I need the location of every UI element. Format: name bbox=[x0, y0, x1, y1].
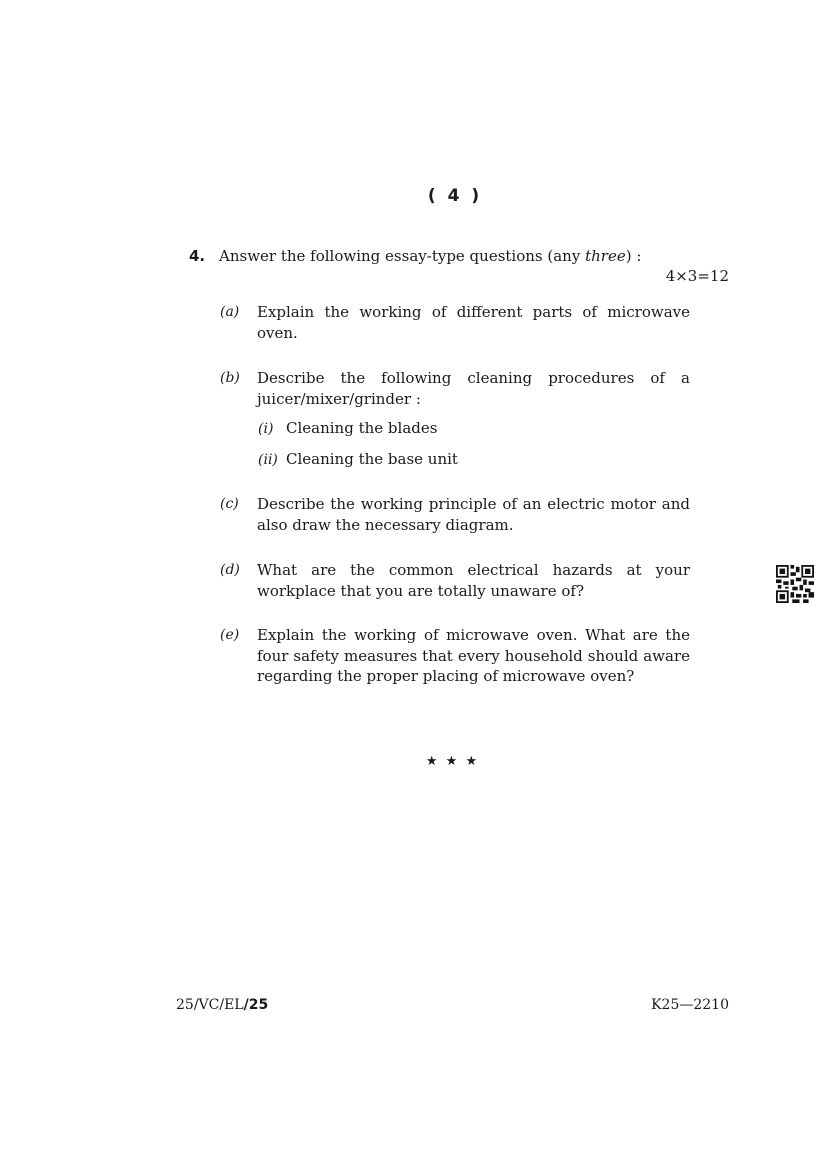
part-label: (e) bbox=[220, 627, 240, 643]
subpart-text: Cleaning the blades bbox=[286, 419, 438, 437]
end-marker: ★ ★ ★ bbox=[425, 754, 480, 769]
question-part-b bbox=[220, 368, 690, 409]
part-text: What are the common electrical hazards at your workplace that you are totally unaware of? bbox=[257, 561, 690, 600]
part-label: (c) bbox=[220, 496, 239, 512]
subpart-text: Cleaning the base unit bbox=[286, 450, 458, 468]
part-label: (b) bbox=[220, 370, 240, 386]
page-number: ( 4 ) bbox=[427, 186, 483, 206]
part-text: Describe the following cleaning procedures of a juicer/mixer/grinder : bbox=[257, 369, 690, 408]
subpart-i bbox=[258, 419, 437, 437]
question-part-c bbox=[220, 494, 690, 535]
question-number: 4. bbox=[189, 247, 206, 265]
subpart-ii bbox=[258, 450, 458, 468]
part-text: Explain the working of different parts of microwave oven. bbox=[257, 303, 690, 342]
subpart-label: (ii) bbox=[258, 452, 278, 468]
footer-course-code: 25/VC/EL/25 bbox=[176, 997, 269, 1013]
question-part-a bbox=[220, 302, 690, 343]
footer-paper-code: K25—2210 bbox=[651, 997, 729, 1013]
part-text: Describe the working principle of an electric motor and also draw the necessary diagram. bbox=[257, 495, 690, 534]
question-marks: 4×3=12 bbox=[665, 267, 729, 285]
question-part-d bbox=[220, 560, 690, 601]
question-part-e bbox=[220, 625, 690, 687]
part-label: (a) bbox=[220, 304, 240, 320]
part-text: Explain the working of microwave oven. What are the four safety measures that every household should aware regarding the proper placing of microwave oven? bbox=[257, 626, 690, 685]
qr-code-icon bbox=[776, 565, 814, 603]
part-label: (d) bbox=[220, 562, 240, 578]
subpart-label: (i) bbox=[258, 421, 274, 437]
question-instruction: Answer the following essay-type questions (any three) : bbox=[219, 247, 642, 265]
